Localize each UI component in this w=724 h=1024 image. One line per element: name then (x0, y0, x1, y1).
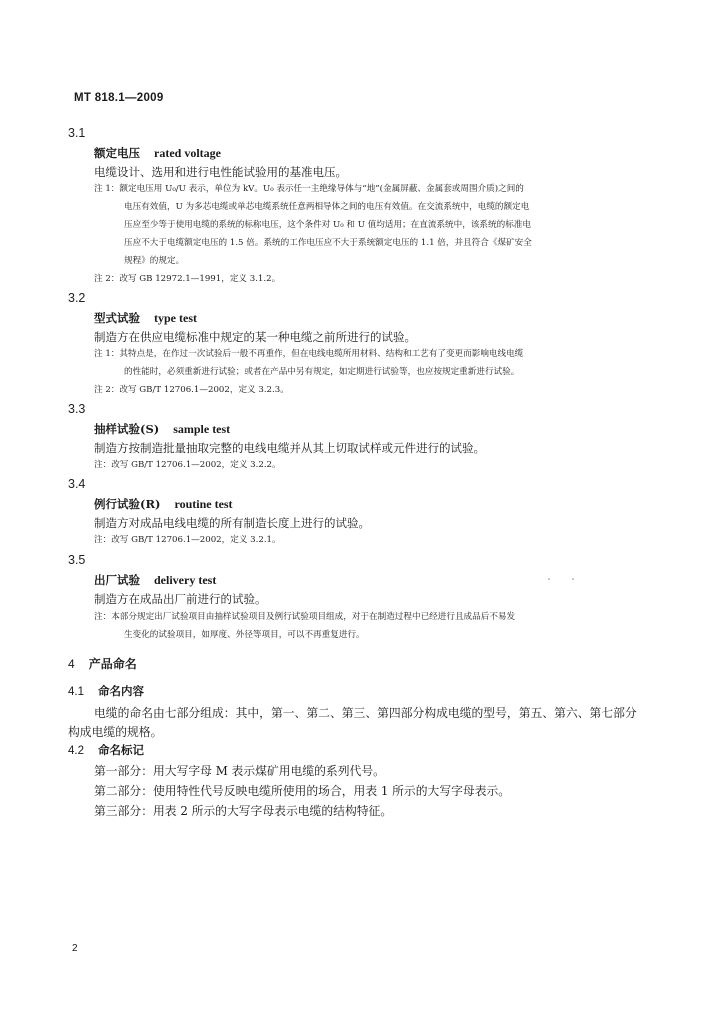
term-title (94, 572, 216, 588)
body-line: 构成电缆的规格。 (68, 725, 163, 739)
term-number: 3.4 (68, 477, 86, 491)
note-line: 注 2：改写 GB 12972.1—1991，定义 3.1.2。 (94, 274, 281, 284)
term-name-en: sample test (173, 422, 231, 436)
subsection-heading (68, 683, 144, 699)
subsection-title: 命名标记 (98, 743, 144, 757)
term-name-cn: 例行试验(R) (94, 497, 161, 511)
term-title (94, 310, 197, 326)
subsection-number: 4.1 (68, 686, 84, 698)
term-number: 3.3 (68, 402, 86, 416)
note-line: 注：本部分规定出厂试验项目由抽样试验项目及例行试验项目组成，对于在制造过程中已经进行且成品后不易发 (94, 612, 516, 622)
subsection-heading (68, 742, 144, 758)
body-line: 电缆的命名由七部分组成：其中，第一、第二、第三、第四部分构成电缆的型号，第五、第六、第七部分 (94, 706, 637, 720)
term-title (94, 145, 221, 161)
term-name-cn: 型式试验 (94, 311, 140, 325)
note-line: 注 1：额定电压用 U₀/U 表示，单位为 kV。U₀ 表示任一主绝缘导体与“地”(金属屏蔽、金属套或周围介质)之间的 (94, 184, 524, 194)
term-definition: 制造方在供应电缆标准中规定的某一种电缆之前所进行的试验。 (94, 330, 416, 344)
subsection-number: 4.2 (68, 745, 84, 757)
note-line: 生变化的试验项目，如厚度、外径等项目，可以不再重复进行。 (124, 630, 365, 640)
note-line: 规程》的规定。 (124, 256, 185, 266)
standard-number: MT 818.1—2009 (74, 92, 164, 104)
note-line: 电压有效值，U 为多芯电缆或单芯电缆系统任意两相导体之间的电压有效值。在交流系统中，电缆的额定电 (124, 202, 530, 212)
term-name-en: routine test (174, 497, 233, 511)
subsection-title: 命名内容 (98, 684, 144, 698)
term-number: 3.1 (68, 126, 86, 140)
section-heading (68, 655, 137, 672)
term-definition: 电缆设计、选用和进行电性能试验用的基准电压。 (94, 165, 347, 179)
scan-speck (572, 578, 574, 580)
note-line: 注：改写 GB/T 12706.1—2002，定义 3.2.2。 (94, 460, 281, 470)
term-name-cn: 额定电压 (94, 146, 140, 160)
note-line: 压应不大于电缆额定电压的 1.5 倍。系统的工作电压应不大于系统额定电压的 1.1 倍，并且符合《煤矿安全 (124, 238, 532, 248)
note-line: 注 1：其特点是，在作过一次试验后一般不再重作，但在电线电缆所用材料、结构和工艺有了变更而影响电线电缆 (94, 349, 524, 359)
term-definition: 制造方在成品出厂前进行的试验。 (94, 592, 267, 606)
body-line: 第一部分：用大写字母 M 表示煤矿用电缆的系列代号。 (94, 764, 385, 778)
page-number: 2 (72, 943, 78, 954)
body-line: 第三部分：用表 2 所示的大写字母表示电缆的结构特征。 (94, 804, 393, 818)
note-line: 压应至少等于使用电缆的系统的标称电压，这个条件对 U₀ 和 U 值均适用；在直流系统中，该系统的标准电 (124, 220, 531, 230)
note-line: 的性能时，必须重新进行试验；或者在产品中另有规定，如定期进行试验等，也应按规定重新进行试验。 (124, 367, 520, 377)
scan-speck (548, 578, 550, 580)
term-name-cn: 出厂试验 (94, 573, 140, 587)
term-name-en: rated voltage (154, 146, 221, 160)
term-name-en: type test (154, 311, 197, 325)
note-line: 注：改写 GB/T 12706.1—2002，定义 3.2.1。 (94, 535, 281, 545)
term-number: 3.5 (68, 553, 86, 567)
body-line: 第二部分：使用特性代号反映电缆所使用的场合，用表 1 所示的大写字母表示。 (94, 784, 511, 798)
section-number: 4 (68, 657, 75, 671)
term-name-en: delivery test (154, 573, 217, 587)
term-definition: 制造方按制造批量抽取完整的电线电缆并从其上切取试样或元件进行的试验。 (94, 441, 485, 455)
term-number: 3.2 (68, 291, 86, 305)
term-title (94, 421, 230, 437)
term-name-cn: 抽样试验(S) (94, 422, 160, 436)
term-definition: 制造方对成品电线电缆的所有制造长度上进行的试验。 (94, 516, 370, 530)
term-title (94, 496, 233, 512)
section-title: 产品命名 (88, 657, 137, 671)
note-line: 注 2：改写 GB/T 12706.1—2002，定义 3.2.3。 (94, 385, 289, 395)
